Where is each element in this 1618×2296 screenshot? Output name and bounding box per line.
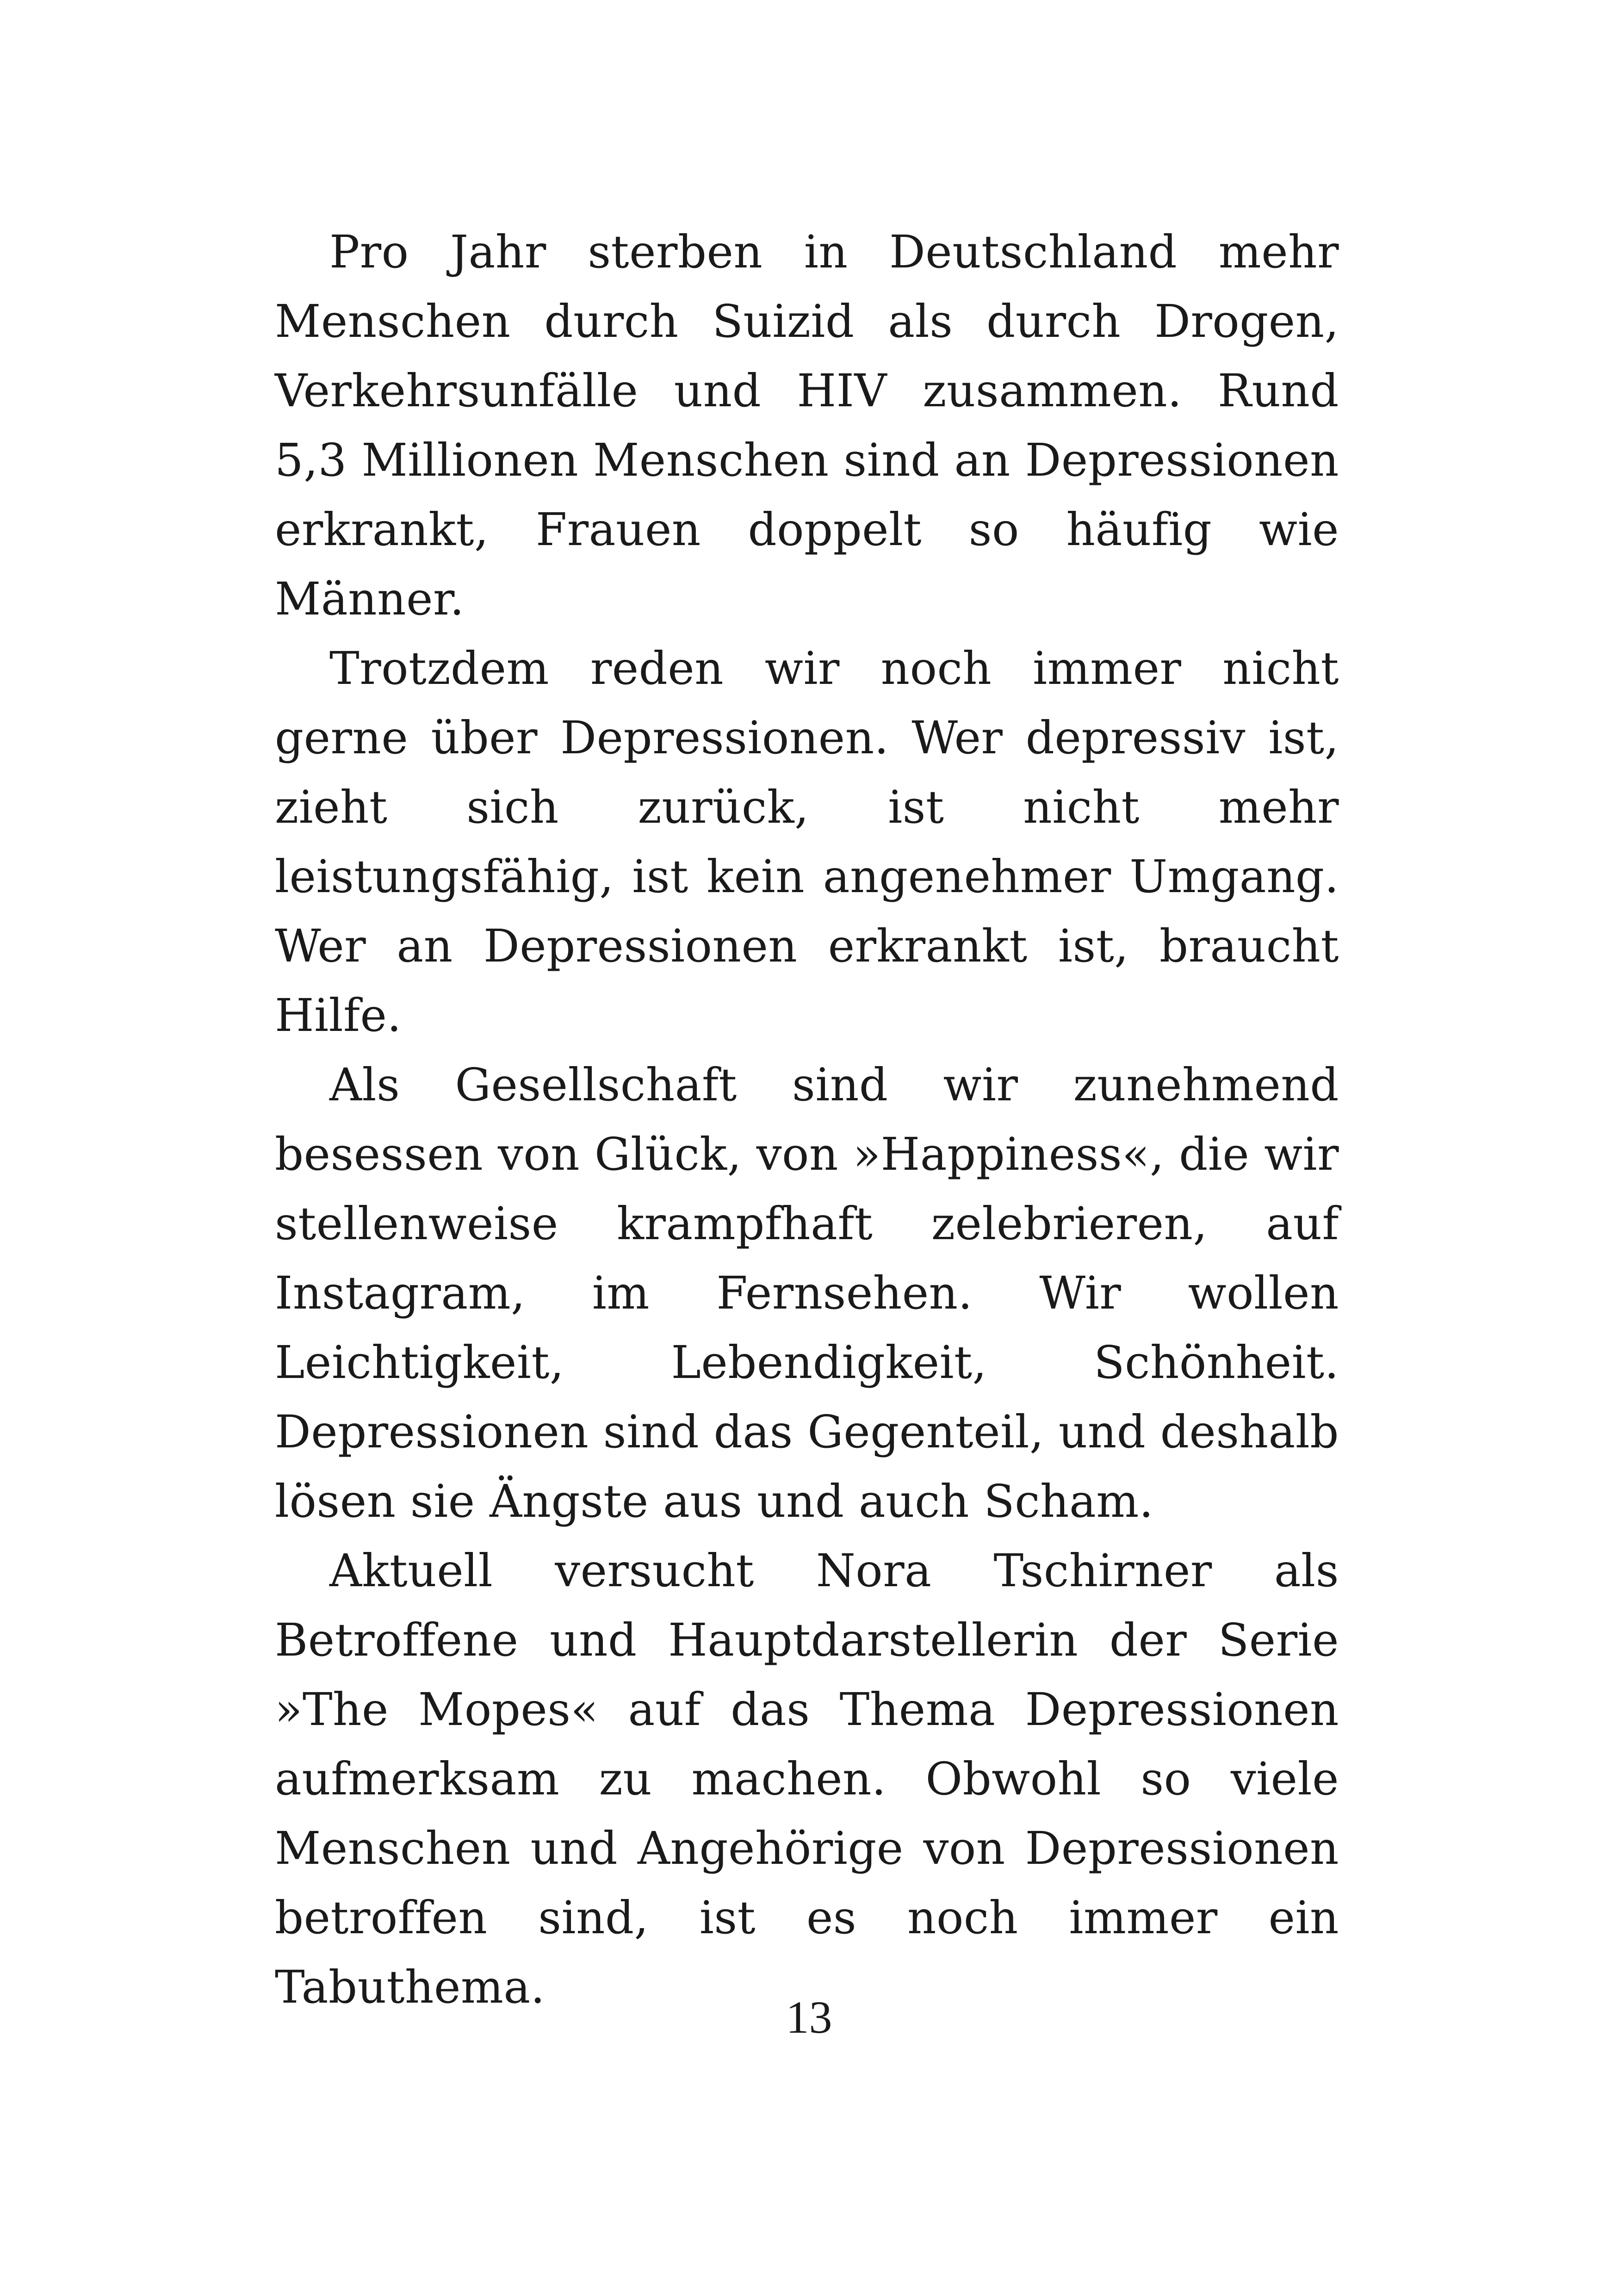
paragraph-obsession-with-happiness: Als Gesellschaft sind wir zunehmend besessen von Glück, von »Happiness«, die wir stellenweise krampfhaft zelebrieren, auf Instagram, im Fernsehen. Wir wollen Leichtigkeit, Lebendigkeit, Schönheit. Depressionen sind das Gegenteil, und deshalb lösen sie Ängste aus und auch Scham.: [275, 1059, 1339, 1527]
paragraph-suicide-statistics: Pro Jahr sterben in Deutschland mehr Menschen durch Suizid als durch Drogen, Verkehrsunfälle und HIV zusammen. Rund 5,3 Millionen Menschen sind an Depressionen erkrankt, Frauen doppelt so häufig wie Männer.: [275, 226, 1339, 625]
page-number: 13: [786, 1992, 832, 2043]
paragraph-talking-about-depression: Trotzdem reden wir noch immer nicht gerne über Depressionen. Wer depressiv ist, zieht sich zurück, ist nicht mehr leistungsfähig, ist kein angenehmer Umgang. Wer an Depressionen erkrankt ist, braucht Hilfe.: [275, 642, 1339, 1042]
body-text: [275, 217, 1339, 2022]
paragraph-nora-tschirner: Aktuell versucht Nora Tschirner als Betroffene und Hauptdarstellerin der Serie »The Mopes« auf das Thema Depressionen aufmerksam zu machen. Obwohl so viele Menschen und Angehörige von Depressionen betroffen sind, ist es noch immer ein Tabuthema.: [275, 1545, 1339, 2013]
